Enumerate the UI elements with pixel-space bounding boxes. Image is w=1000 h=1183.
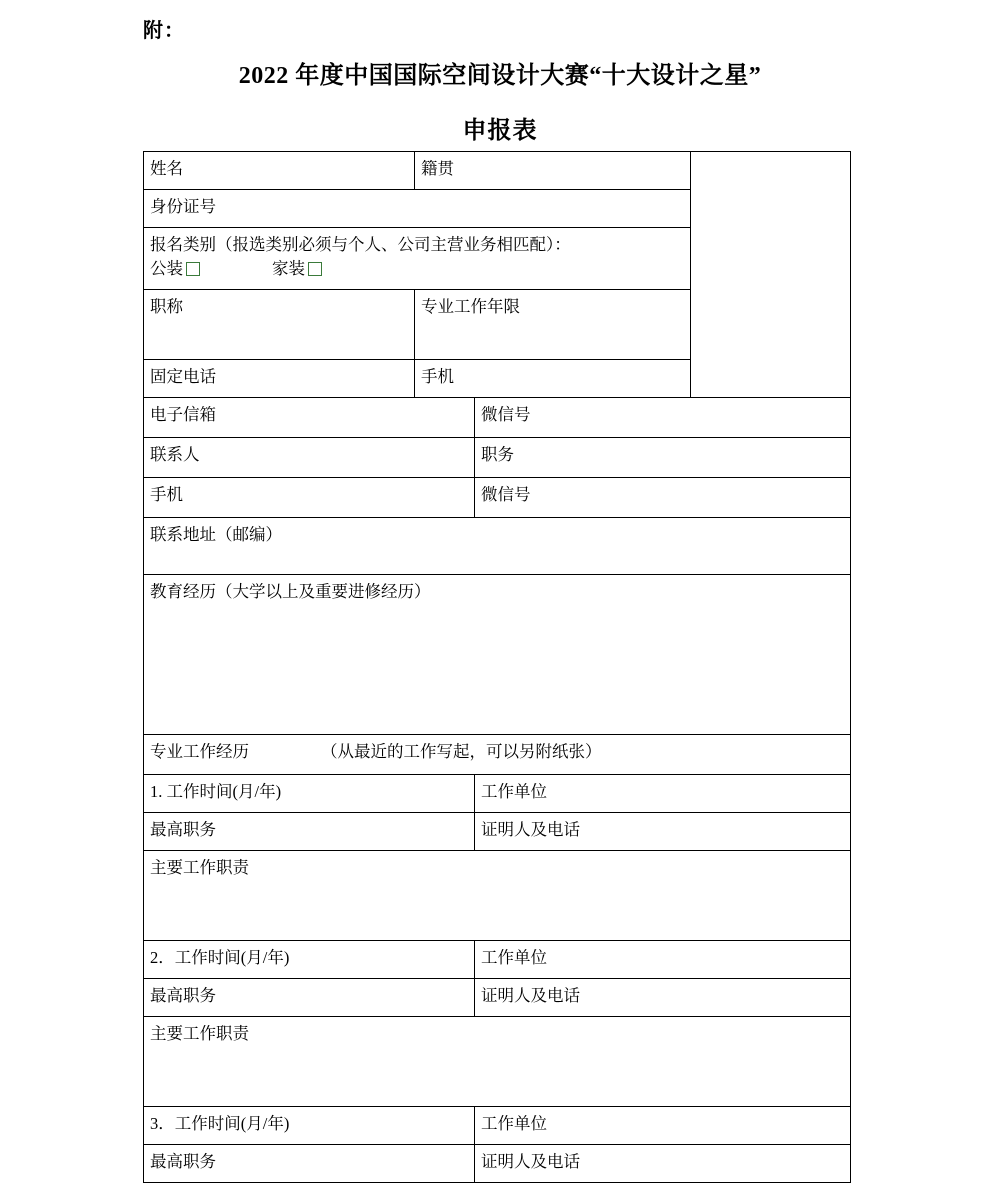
experience-label: 专业工作经历 <box>150 742 249 761</box>
cell-entry2-time-label: 2．工作时间(月/年) <box>144 941 475 979</box>
cell-entry1-referee-label: 证明人及电话 <box>475 813 851 851</box>
application-form <box>143 151 850 1183</box>
cell-entry1-unit-label: 工作单位 <box>475 775 851 813</box>
cell-position-label: 职务 <box>475 438 851 478</box>
checkbox-public[interactable] <box>186 262 200 276</box>
table-row <box>144 575 851 735</box>
table-row <box>144 813 851 851</box>
cell-entry3-time-label: 3．工作时间(月/年) <box>144 1107 475 1145</box>
cell-entry2-referee-label: 证明人及电话 <box>475 979 851 1017</box>
cell-entry1-duties-label: 主要工作职责 <box>144 851 851 941</box>
table-row <box>144 518 851 575</box>
cell-entry3-highest-position-label: 最高职务 <box>144 1145 475 1183</box>
page-title: 2022 年度中国国际空间设计大赛“十大设计之星” <box>238 63 762 89</box>
table-row <box>144 775 851 813</box>
cell-work-years-label: 专业工作年限 <box>415 290 691 360</box>
cell-native-place-label: 籍贯 <box>415 152 691 190</box>
cell-contact-person-label: 联系人 <box>144 438 475 478</box>
table-row <box>144 979 851 1017</box>
category-public-label: 公装 <box>150 258 183 278</box>
table-row <box>144 941 851 979</box>
cell-contact-mobile-label: 手机 <box>144 478 475 518</box>
cell-entry3-referee-label: 证明人及电话 <box>475 1145 851 1183</box>
prefix-label: 附： <box>143 20 185 42</box>
cell-photo-area <box>691 152 851 398</box>
page-subtitle: 申报表 <box>462 118 538 144</box>
cell-entry2-duties-label: 主要工作职责 <box>144 1017 851 1107</box>
category-home-label: 家装 <box>272 258 305 278</box>
table-row <box>144 851 851 941</box>
cell-experience-header <box>144 735 851 775</box>
cell-name-label: 姓名 <box>144 152 415 190</box>
table-row <box>144 152 851 190</box>
cell-contact-wechat-label: 微信号 <box>475 478 851 518</box>
cell-id-number-label: 身份证号 <box>144 190 691 228</box>
cell-wechat-label: 微信号 <box>475 398 851 438</box>
cell-title-label: 职称 <box>144 290 415 360</box>
cell-entry1-time-label: 1. 工作时间(月/年) <box>144 775 475 813</box>
cell-education-label: 教育经历（大学以上及重要进修经历） <box>144 575 851 735</box>
table-row <box>144 735 851 775</box>
table-row <box>144 1145 851 1183</box>
table-row <box>144 1107 851 1145</box>
table-row <box>144 1017 851 1107</box>
cell-entry1-highest-position-label: 最高职务 <box>144 813 475 851</box>
category-label: 报名类别（报选类别必须与个人、公司主营业务相匹配）： <box>150 235 571 254</box>
table-row <box>144 478 851 518</box>
experience-note: （从最近的工作写起，可以另附纸张） <box>321 742 602 761</box>
table-row <box>144 438 851 478</box>
checkbox-home[interactable] <box>308 262 322 276</box>
cell-mobile-label: 手机 <box>415 360 691 398</box>
cell-entry3-unit-label: 工作单位 <box>475 1107 851 1145</box>
cell-address-label: 联系地址（邮编） <box>144 518 851 575</box>
cell-email-label: 电子信箱 <box>144 398 475 438</box>
form-table <box>143 151 851 1183</box>
cell-entry2-highest-position-label: 最高职务 <box>144 979 475 1017</box>
cell-landline-label: 固定电话 <box>144 360 415 398</box>
cell-entry2-unit-label: 工作单位 <box>475 941 851 979</box>
table-row <box>144 398 851 438</box>
cell-category <box>144 228 691 290</box>
